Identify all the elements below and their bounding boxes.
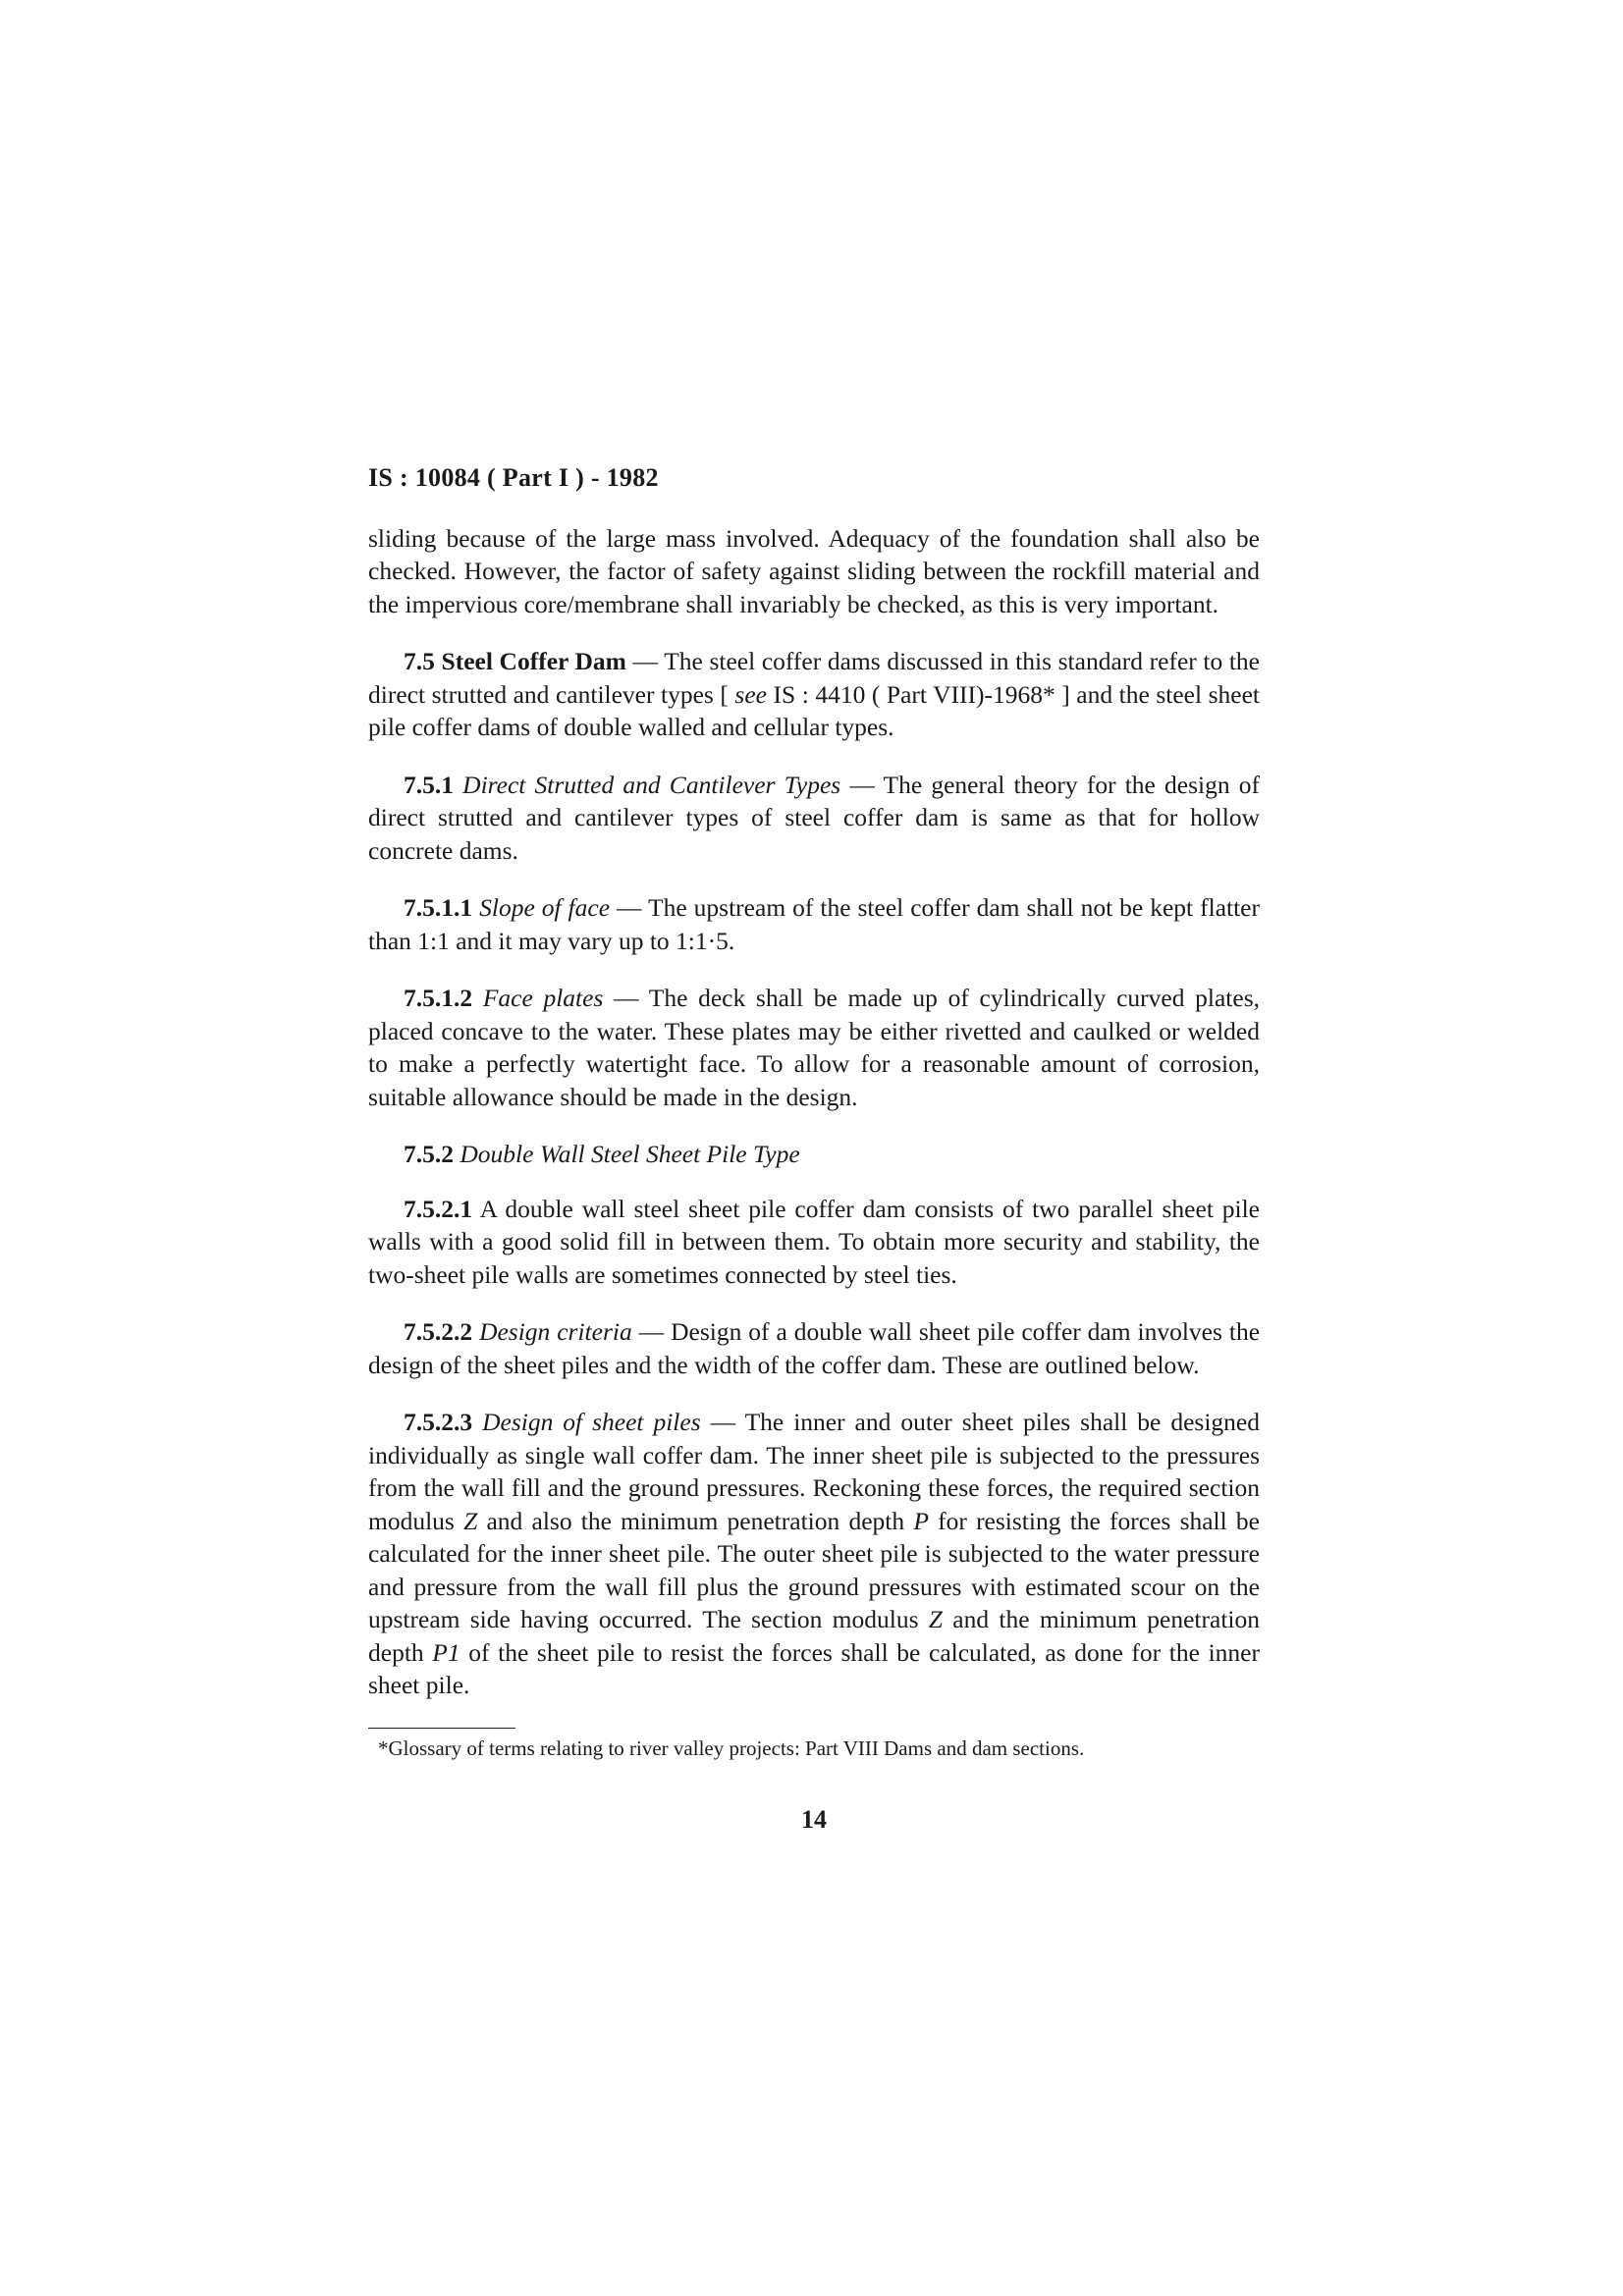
clause-number: 7.5.1.2 <box>404 984 473 1012</box>
clause-title: Face plates <box>482 984 604 1012</box>
clause-text: — The steel coffer dams discussed in this standard refer to the direct strutted and cantilever types [ <box>368 647 1261 709</box>
clause-title: Double Wall Steel Sheet Pile Type <box>460 1140 800 1168</box>
symbol-z: Z <box>463 1506 478 1535</box>
clause-text: — The general theory for the design of direct strutted and cantilever types of steel coffer dam is same as that for hollow concrete dams. <box>368 770 1260 865</box>
clause-title: Slope of face <box>479 893 611 922</box>
clause-text: of the sheet pile to resist the forces shall be calculated, as done for the inner sheet pile. <box>368 1637 1260 1699</box>
symbol-p1: P1 <box>432 1637 460 1667</box>
clause-number: 7.5.2 <box>404 1140 454 1168</box>
clause-text: for resisting the forces shall be calculated for the inner sheet pile. The outer sheet pile is subjected to the water pressure and pressure from the wall fill plus the ground pressures with estimated scour on the upstream side having occurred. The section modulus <box>368 1506 1261 1633</box>
clause-text: — The deck shall be made up of cylindrically curved plates, placed concave to the water. These plates may be either rivetted and caulked or welded to make a perfectly watertight face. To allow for a reasonable amount of corrosion, suitable allowance should be made in the design. <box>368 984 1260 1111</box>
clause-text: and also the minimum penetration depth <box>477 1506 914 1535</box>
clause-title: Design of sheet piles <box>482 1408 701 1436</box>
clause-7-5-2 <box>368 1138 1260 1171</box>
clause-7-5-1 <box>368 769 1260 868</box>
document-page <box>368 461 1260 1836</box>
clause-7-5-1-2 <box>368 982 1260 1113</box>
clause-title: Direct Strutted and Cantilever Types <box>462 770 841 799</box>
clause-7-5-2-1 <box>368 1193 1260 1292</box>
intro-paragraph <box>368 522 1260 621</box>
clause-7-5-2-3 <box>368 1406 1260 1702</box>
clause-text: — The upstream of the steel coffer dam shall not be kept flatter than 1:1 and it may vary up to 1:1·5. <box>368 893 1260 955</box>
clause-number: 7.5.2.2 <box>404 1317 473 1346</box>
clause-number: 7.5 <box>404 647 435 675</box>
symbol-z: Z <box>928 1605 943 1633</box>
clause-number: 7.5.1 <box>404 770 454 799</box>
page-header: IS : 10084 ( Part I ) - 1982 <box>368 463 659 492</box>
see-reference: see <box>734 679 767 709</box>
clause-7-5-2-2 <box>368 1315 1260 1381</box>
clause-text: — Design of a double wall sheet pile coffer dam involves the design of the sheet piles and the width of the coffer dam. These are outlined below. <box>368 1317 1261 1379</box>
clause-text: and the minimum penetration depth <box>368 1605 1260 1667</box>
page-number: 14 <box>801 1804 827 1834</box>
symbol-p: P <box>913 1506 929 1535</box>
clause-number: 7.5.2.3 <box>404 1408 473 1436</box>
clause-text: IS : 4410 ( Part VIII)-1968* ] and the steel sheet pile coffer dams of double walled and cellular types. <box>368 679 1260 741</box>
clause-title: Steel Coffer Dam <box>441 647 626 675</box>
clause-number: 7.5.1.1 <box>404 893 473 922</box>
clause-text: A double wall steel sheet pile coffer dam consists of two parallel sheet pile walls with a good solid fill in between them. To obtain more security and stability, the two-sheet pile walls are sometimes connected by steel ties. <box>368 1194 1260 1289</box>
clause-title: Design criteria <box>479 1317 632 1346</box>
footnote-divider <box>368 1728 515 1729</box>
intro-text: sliding because of the large mass involved. Adequacy of the foundation shall also be checked. However, the factor of safety against sliding between the rockfill material and the impervious core/membrane shall invariably be checked, as this is very important. <box>368 523 1260 618</box>
clause-7-5 <box>368 645 1260 744</box>
clause-text: — The inner and outer sheet piles shall be designed individually as single wall coffer dam. The inner sheet pile is subjected to the pressures from the wall fill and the ground pressures. Reckoning these forces, the required section modulus <box>368 1408 1260 1535</box>
footnote: *Glossary of terms relating to river valley projects: Part VIII Dams and dam sections. <box>378 1735 1085 1760</box>
clause-number: 7.5.2.1 <box>404 1194 473 1223</box>
clause-7-5-1-1 <box>368 891 1260 957</box>
